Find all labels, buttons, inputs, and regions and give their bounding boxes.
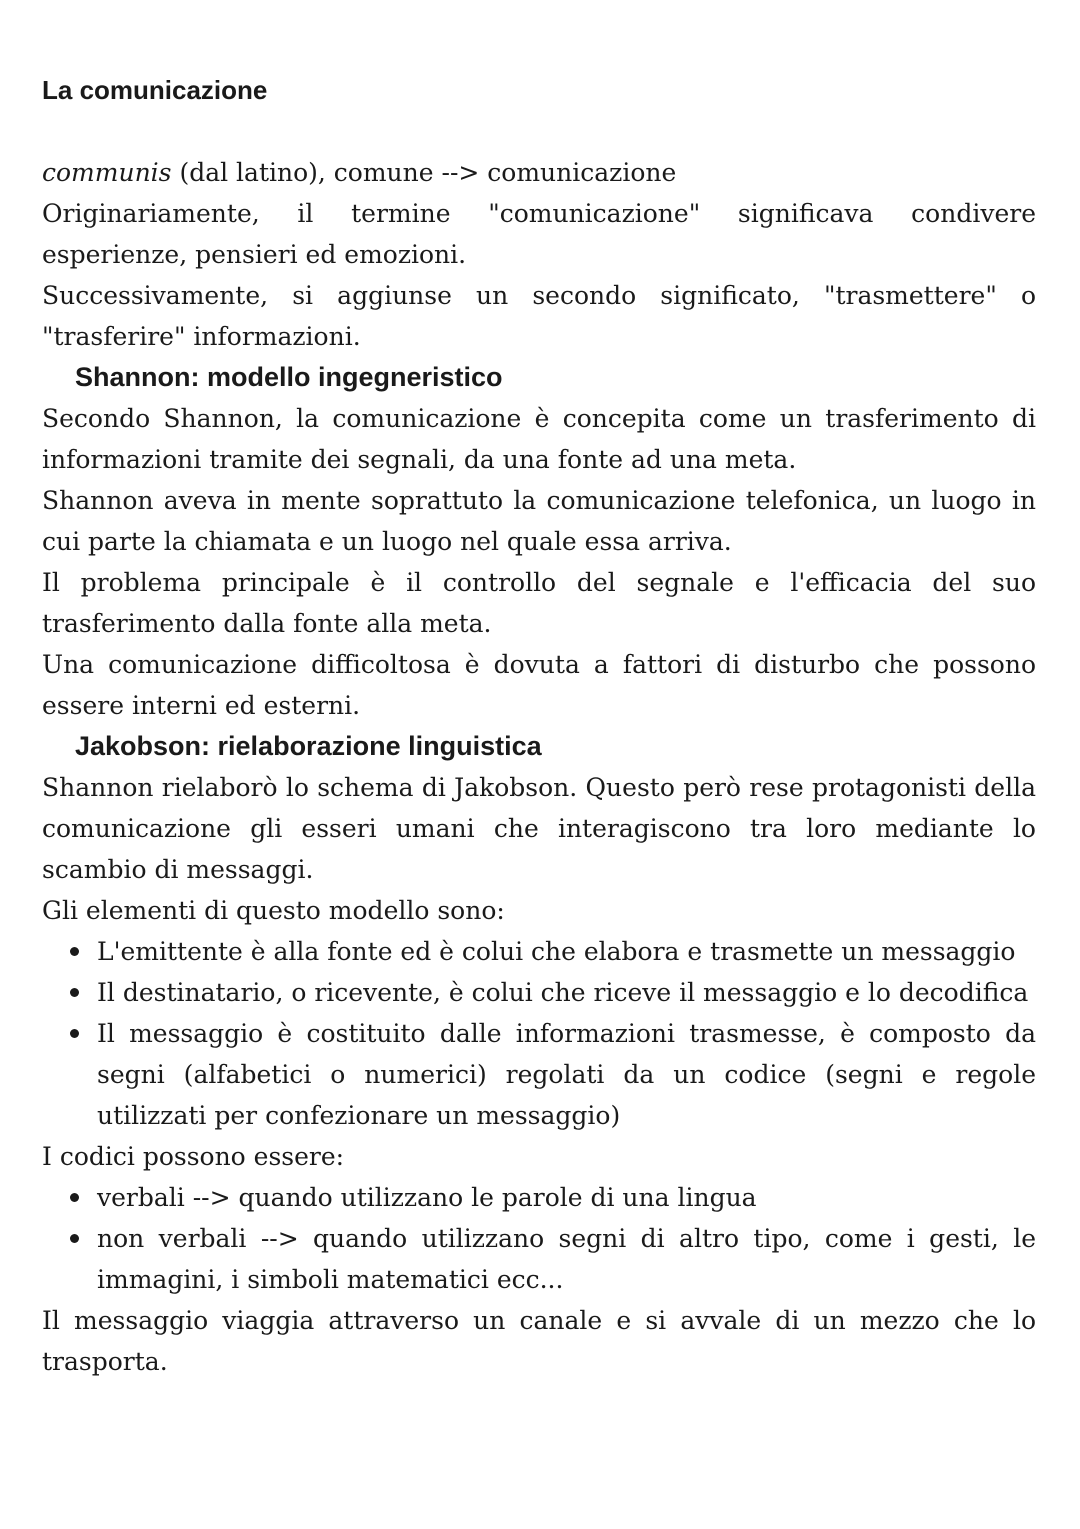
codes-list xyxy=(42,1177,1036,1300)
list-item-non-verbali: non verbali --> quando utilizzano segni di altro tipo, come i gesti, le immagini, i simboli matematici ecc... xyxy=(97,1218,1036,1300)
list-item-messaggio: Il messaggio è costituito dalle informazioni trasmesse, è composto da segni (alfabetici o numerici) regolati da un codice (segni e regole utilizzati per confezionare un messaggio) xyxy=(97,1013,1036,1136)
intro-paragraph-1: Originariamente, il termine "comunicazione" significava condivere esperienze, pensieri ed emozioni. xyxy=(42,199,1036,269)
intro-paragraph-2: Successivamente, si aggiunse un secondo significato, "trasmettere" o "trasferire" informazioni. xyxy=(42,281,1036,351)
section-heading-shannon: Shannon: modello ingegneristico xyxy=(75,362,503,392)
shannon-paragraph-3: Il problema principale è il controllo del segnale e l'efficacia del suo trasferimento dalla fonte alla meta. xyxy=(42,568,1036,638)
etymology-text: (dal latino), comune --> comunicazione xyxy=(171,158,677,187)
section-heading-jakobson: Jakobson: rielaborazione linguistica xyxy=(75,731,542,761)
list-item-emittente: L'emittente è alla fonte ed è colui che elabora e trasmette un messaggio xyxy=(97,931,1036,972)
codes-intro: I codici possono essere: xyxy=(42,1142,345,1171)
closing-paragraph: Il messaggio viaggia attraverso un canale e si avvale di un mezzo che lo trasporta. xyxy=(42,1306,1036,1376)
list-item-verbali: verbali --> quando utilizzano le parole di una lingua xyxy=(97,1177,1036,1218)
elements-list xyxy=(42,931,1036,1136)
shannon-paragraph-4: Una comunicazione difficoltosa è dovuta a fattori di disturbo che possono essere interni ed esterni. xyxy=(42,650,1036,720)
jakobson-paragraph-1: Shannon rielaborò lo schema di Jakobson. Questo però rese protagonisti della comunicazione gli esseri umani che interagiscono tra loro mediante lo scambio di messaggi. xyxy=(42,773,1036,884)
shannon-paragraph-2: Shannon aveva in mente soprattuto la comunicazione telefonica, un luogo in cui parte la chiamata e un luogo nel quale essa arriva. xyxy=(42,486,1036,556)
etymology-term: communis xyxy=(42,158,172,187)
document-title: La comunicazione xyxy=(42,75,268,105)
etymology-line xyxy=(42,152,1036,193)
shannon-paragraph-1: Secondo Shannon, la comunicazione è concepita come un trasferimento di informazioni tramite dei segnali, da una fonte ad una meta. xyxy=(42,404,1036,474)
elements-intro: Gli elementi di questo modello sono: xyxy=(42,896,505,925)
list-item-destinatario: Il destinatario, o ricevente, è colui che riceve il messaggio e lo decodifica xyxy=(97,972,1036,1013)
document-page xyxy=(42,70,1036,1382)
